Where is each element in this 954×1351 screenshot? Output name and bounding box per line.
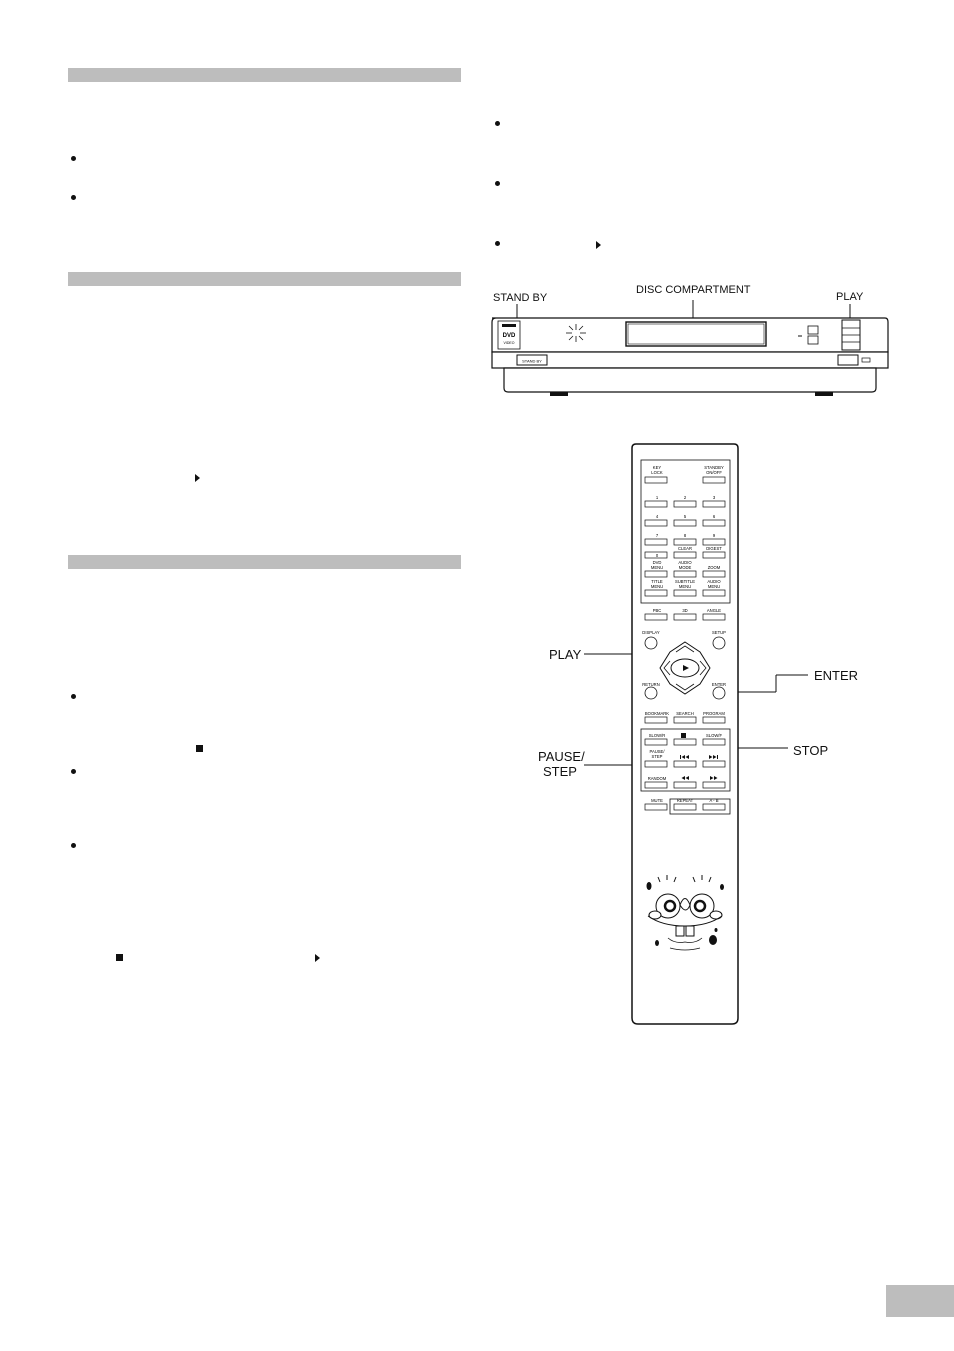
a-b-button[interactable] bbox=[703, 804, 725, 810]
svg-text:DVD: DVD bbox=[652, 560, 662, 565]
section-header-bar-1 bbox=[68, 68, 461, 82]
digit-8-button[interactable] bbox=[674, 539, 696, 545]
subtitle-menu-button[interactable] bbox=[674, 590, 696, 596]
svg-text:PROGRAM: PROGRAM bbox=[703, 711, 725, 716]
digit-6-button[interactable] bbox=[703, 520, 725, 526]
svg-text:SEARCH: SEARCH bbox=[676, 711, 694, 716]
svg-text:9: 9 bbox=[712, 533, 716, 538]
digit-7-button[interactable] bbox=[645, 539, 667, 545]
key-lock-button[interactable] bbox=[645, 477, 667, 483]
svg-text:CLEAR: CLEAR bbox=[678, 546, 692, 551]
skip-forward-button[interactable] bbox=[703, 761, 725, 767]
svg-text:6: 6 bbox=[712, 514, 716, 519]
program-button[interactable] bbox=[703, 717, 725, 723]
stop-square-icon bbox=[116, 954, 123, 961]
svg-text:ON/OFF: ON/OFF bbox=[706, 470, 722, 475]
svg-text:3D: 3D bbox=[682, 608, 688, 613]
svg-text:3: 3 bbox=[712, 495, 716, 500]
svg-text:A - B: A - B bbox=[709, 798, 719, 803]
zoom-button[interactable] bbox=[703, 571, 725, 577]
svg-text:RETURN: RETURN bbox=[642, 682, 660, 687]
mute-button[interactable] bbox=[645, 804, 667, 810]
digit-2-button[interactable] bbox=[674, 501, 696, 507]
digit-3-button[interactable] bbox=[703, 501, 725, 507]
dvd-menu-button[interactable] bbox=[645, 571, 667, 577]
digit-4-button[interactable] bbox=[645, 520, 667, 526]
svg-text:RANDOM: RANDOM bbox=[647, 776, 667, 781]
bullet-point bbox=[495, 121, 500, 126]
svg-text:AUDIO: AUDIO bbox=[707, 579, 721, 584]
repeat-button[interactable] bbox=[674, 804, 696, 810]
svg-text:8: 8 bbox=[683, 533, 687, 538]
digit-5-button[interactable] bbox=[674, 520, 696, 526]
skip-back-button[interactable] bbox=[674, 761, 696, 767]
svg-text:LOCK: LOCK bbox=[651, 470, 663, 475]
clear-button[interactable] bbox=[674, 552, 696, 558]
svg-text:SLOW/F: SLOW/F bbox=[705, 733, 723, 738]
svg-text:BOOKMARK: BOOKMARK bbox=[644, 711, 670, 716]
svg-text:ANGLE: ANGLE bbox=[706, 608, 722, 613]
3d-button[interactable] bbox=[674, 614, 696, 620]
bullet-point bbox=[71, 156, 76, 161]
svg-text:DISPLAY: DISPLAY bbox=[642, 630, 660, 635]
pbc-button[interactable] bbox=[645, 614, 667, 620]
svg-text:4: 4 bbox=[655, 514, 659, 519]
svg-text:7: 7 bbox=[655, 533, 659, 538]
rewind-button[interactable] bbox=[674, 782, 696, 788]
setup-button[interactable] bbox=[713, 637, 725, 649]
svg-text:MODE: MODE bbox=[678, 565, 692, 570]
pause-step-button[interactable] bbox=[645, 761, 667, 767]
standby-onoff-button[interactable] bbox=[703, 477, 725, 483]
svg-text:PBC: PBC bbox=[652, 608, 662, 613]
dvd-logo: DVD bbox=[502, 333, 516, 339]
enter-label: ENTER bbox=[814, 668, 859, 683]
svg-text:PAUSE/: PAUSE/ bbox=[649, 749, 665, 754]
svg-text:MENU: MENU bbox=[650, 565, 664, 570]
remote-control-illustration bbox=[520, 440, 880, 1040]
play-label-player: PLAY bbox=[836, 291, 864, 303]
svg-text:SETUP: SETUP bbox=[712, 630, 726, 635]
search-button[interactable] bbox=[674, 717, 696, 723]
audio-mode-button[interactable] bbox=[674, 571, 696, 577]
svg-text:MUTE: MUTE bbox=[651, 798, 663, 803]
svg-text:DIGEST: DIGEST bbox=[706, 546, 722, 551]
svg-text:MENU: MENU bbox=[650, 584, 664, 589]
bullet-point bbox=[71, 843, 76, 848]
svg-text:SLOW/R: SLOW/R bbox=[648, 733, 666, 738]
random-button[interactable] bbox=[645, 782, 667, 788]
play-triangle-icon bbox=[315, 954, 320, 962]
bullet-point bbox=[495, 241, 500, 246]
bullet-point bbox=[495, 181, 500, 186]
stand-by-label: STAND BY bbox=[493, 292, 548, 304]
dvd-logo-sub: VIDEO bbox=[503, 341, 515, 345]
svg-text:STANDBY: STANDBY bbox=[704, 465, 724, 470]
svg-text:1: 1 bbox=[655, 495, 659, 500]
audio-menu-button[interactable] bbox=[703, 590, 725, 596]
section-header-bar-3 bbox=[68, 555, 461, 569]
stop-square-icon bbox=[196, 745, 203, 752]
bullet-point bbox=[71, 195, 76, 200]
svg-text:2: 2 bbox=[683, 495, 687, 500]
bullet-point bbox=[71, 694, 76, 699]
page-number-box bbox=[886, 1285, 954, 1317]
svg-text:0: 0 bbox=[655, 553, 659, 558]
slow-r-button[interactable] bbox=[645, 739, 667, 745]
angle-button[interactable] bbox=[703, 614, 725, 620]
svg-text:ZOOM: ZOOM bbox=[707, 565, 721, 570]
svg-text:MENU: MENU bbox=[678, 584, 692, 589]
pause-label-line2: STEP bbox=[543, 764, 577, 779]
svg-text:KEY: KEY bbox=[652, 465, 662, 470]
dvd-player-illustration bbox=[480, 300, 900, 410]
play-triangle-icon bbox=[596, 241, 601, 249]
digest-button[interactable] bbox=[703, 552, 725, 558]
svg-text:AUDIO: AUDIO bbox=[678, 560, 692, 565]
digit-1-button[interactable] bbox=[645, 501, 667, 507]
stop-label: STOP bbox=[793, 743, 829, 758]
bullet-point bbox=[71, 769, 76, 774]
svg-text:REPEAT: REPEAT bbox=[676, 798, 694, 803]
stop-icon bbox=[681, 733, 686, 738]
svg-text:5: 5 bbox=[683, 514, 687, 519]
title-menu-button[interactable] bbox=[645, 590, 667, 596]
slow-f-button[interactable] bbox=[703, 739, 725, 745]
fast-forward-button[interactable] bbox=[703, 782, 725, 788]
pause-label-line1: PAUSE/ bbox=[538, 749, 585, 764]
svg-text:SUBTITLE: SUBTITLE bbox=[674, 579, 696, 584]
svg-text:TITLE: TITLE bbox=[651, 579, 663, 584]
section-header-bar-2 bbox=[68, 272, 461, 286]
disc-compartment-label: DISC COMPARTMENT bbox=[636, 284, 751, 296]
enter-button[interactable] bbox=[713, 687, 725, 699]
standby-button-text: STAND BY bbox=[522, 358, 542, 364]
svg-text:ENTER: ENTER bbox=[711, 682, 727, 687]
play-label-remote: PLAY bbox=[549, 647, 582, 662]
return-button[interactable] bbox=[645, 687, 657, 699]
bookmark-button[interactable] bbox=[645, 717, 667, 723]
display-button[interactable] bbox=[645, 637, 657, 649]
svg-text:MENU: MENU bbox=[707, 584, 721, 589]
stop-button[interactable] bbox=[674, 739, 696, 745]
digit-9-button[interactable] bbox=[703, 539, 725, 545]
play-triangle-icon bbox=[195, 474, 200, 482]
svg-text:STEP: STEP bbox=[651, 754, 663, 759]
